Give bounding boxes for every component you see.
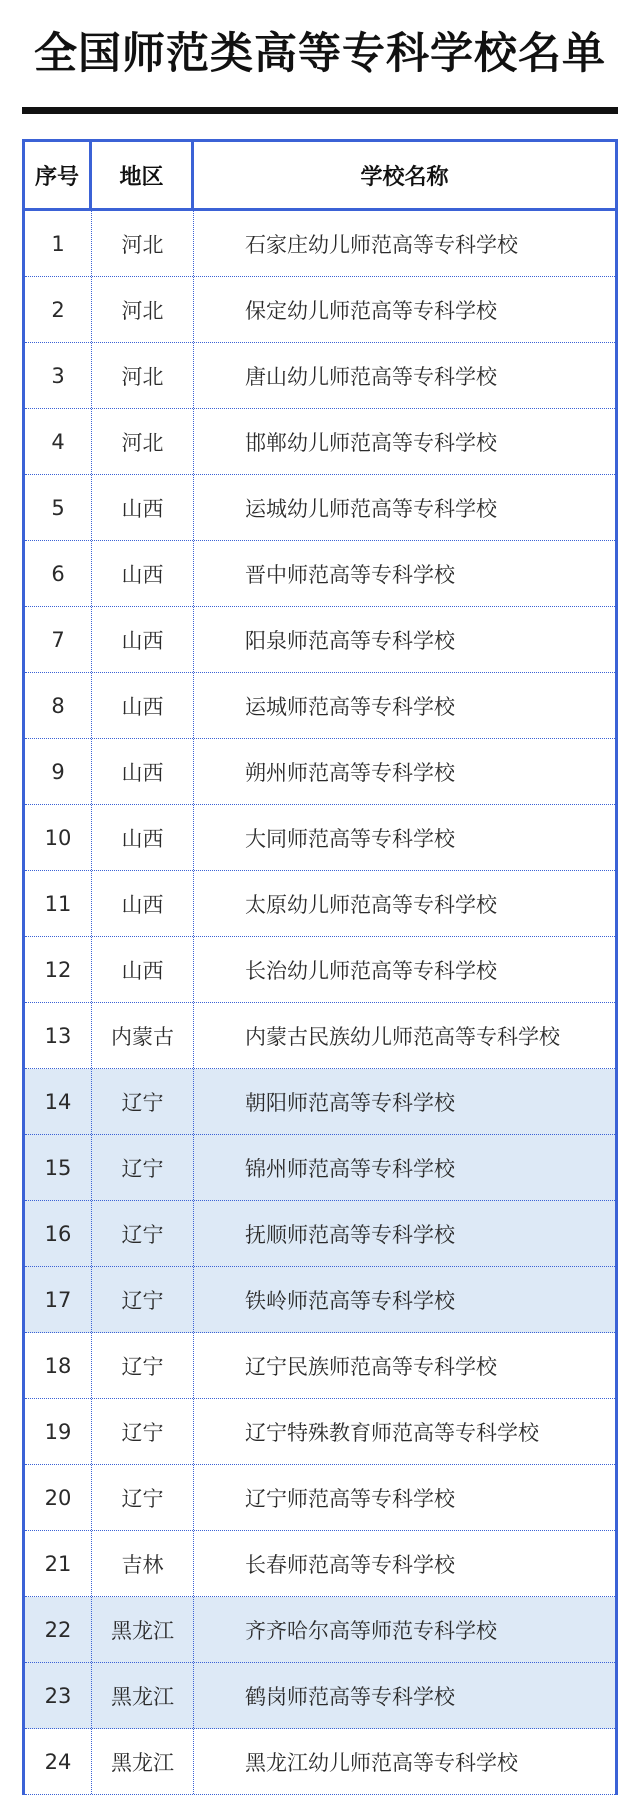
row-region: 山西 bbox=[92, 739, 194, 804]
row-school-name: 鹤岗师范高等专科学校 bbox=[245, 1684, 455, 1709]
row-region: 黑龙江 bbox=[92, 1597, 194, 1662]
row-no: 23 bbox=[25, 1663, 92, 1728]
table-row bbox=[25, 409, 615, 475]
row-no: 1 bbox=[25, 211, 92, 276]
row-no: 20 bbox=[25, 1465, 92, 1530]
row-region: 内蒙古 bbox=[92, 1003, 194, 1068]
row-no: 6 bbox=[25, 541, 92, 606]
row-no: 9 bbox=[25, 739, 92, 804]
table-row bbox=[25, 1597, 615, 1663]
row-region: 山西 bbox=[92, 541, 194, 606]
row-no: 16 bbox=[25, 1201, 92, 1266]
row-no: 14 bbox=[25, 1069, 92, 1134]
page-title: 全国师范类高等专科学校名单 bbox=[34, 29, 606, 79]
row-no: 11 bbox=[25, 871, 92, 936]
row-school-name: 运城幼儿师范高等专科学校 bbox=[245, 496, 497, 521]
row-region: 黑龙江 bbox=[92, 1663, 194, 1728]
table-row bbox=[25, 1069, 615, 1135]
table-row bbox=[25, 1465, 615, 1531]
table-row bbox=[25, 739, 615, 805]
row-region: 河北 bbox=[92, 343, 194, 408]
row-school-name: 太原幼儿师范高等专科学校 bbox=[245, 892, 497, 917]
table-row bbox=[25, 673, 615, 739]
row-school-name: 保定幼儿师范高等专科学校 bbox=[245, 298, 497, 323]
row-region: 辽宁 bbox=[92, 1399, 194, 1464]
row-school-name: 晋中师范高等专科学校 bbox=[245, 562, 455, 587]
row-no: 22 bbox=[25, 1597, 92, 1662]
row-school-name: 石家庄幼儿师范高等专科学校 bbox=[245, 232, 518, 257]
row-no: 7 bbox=[25, 607, 92, 672]
table-row bbox=[25, 937, 615, 1003]
row-school-name: 辽宁特殊教育师范高等专科学校 bbox=[245, 1420, 539, 1445]
row-school-name: 邯郸幼儿师范高等专科学校 bbox=[245, 430, 497, 455]
row-school-name: 抚顺师范高等专科学校 bbox=[245, 1222, 455, 1247]
header-region: 地区 bbox=[92, 142, 194, 208]
row-no: 8 bbox=[25, 673, 92, 738]
row-school-name: 朝阳师范高等专科学校 bbox=[245, 1090, 455, 1115]
row-region: 河北 bbox=[92, 277, 194, 342]
row-region: 山西 bbox=[92, 871, 194, 936]
row-school-name: 黑龙江幼儿师范高等专科学校 bbox=[245, 1750, 518, 1775]
header-name: 学校名称 bbox=[360, 164, 449, 190]
table-row bbox=[25, 1531, 615, 1597]
row-school-name: 长春师范高等专科学校 bbox=[245, 1552, 455, 1577]
table-row bbox=[25, 1333, 615, 1399]
row-region: 辽宁 bbox=[92, 1201, 194, 1266]
row-region: 山西 bbox=[92, 475, 194, 540]
school-table bbox=[22, 139, 618, 1795]
row-school-name: 齐齐哈尔高等师范专科学校 bbox=[245, 1618, 497, 1643]
row-region: 辽宁 bbox=[92, 1069, 194, 1134]
table-row bbox=[25, 871, 615, 937]
table-row bbox=[25, 541, 615, 607]
row-school-name: 大同师范高等专科学校 bbox=[245, 826, 455, 851]
row-no: 5 bbox=[25, 475, 92, 540]
table-row bbox=[25, 805, 615, 871]
row-school-name: 长治幼儿师范高等专科学校 bbox=[245, 958, 497, 983]
row-no: 4 bbox=[25, 409, 92, 474]
table-row bbox=[25, 475, 615, 541]
table-row bbox=[25, 1135, 615, 1201]
table-row bbox=[25, 1267, 615, 1333]
title-divider bbox=[22, 107, 618, 114]
header-no: 序号 bbox=[25, 142, 92, 208]
row-region: 山西 bbox=[92, 937, 194, 1002]
table-row bbox=[25, 211, 615, 277]
row-school-name: 内蒙古民族幼儿师范高等专科学校 bbox=[245, 1024, 560, 1049]
row-school-name: 铁岭师范高等专科学校 bbox=[245, 1288, 455, 1313]
row-no: 15 bbox=[25, 1135, 92, 1200]
row-region: 河北 bbox=[92, 211, 194, 276]
row-region: 辽宁 bbox=[92, 1465, 194, 1530]
row-school-name: 唐山幼儿师范高等专科学校 bbox=[245, 364, 497, 389]
row-region: 辽宁 bbox=[92, 1135, 194, 1200]
table-row bbox=[25, 1003, 615, 1069]
table-row bbox=[25, 1399, 615, 1465]
row-no: 2 bbox=[25, 277, 92, 342]
table-row bbox=[25, 343, 615, 409]
table-row bbox=[25, 1201, 615, 1267]
row-school-name: 锦州师范高等专科学校 bbox=[245, 1156, 455, 1181]
row-no: 18 bbox=[25, 1333, 92, 1398]
row-region: 山西 bbox=[92, 673, 194, 738]
row-no: 17 bbox=[25, 1267, 92, 1332]
table-row bbox=[25, 1663, 615, 1729]
table-header-row bbox=[25, 142, 615, 211]
row-school-name: 辽宁民族师范高等专科学校 bbox=[245, 1354, 497, 1379]
row-region: 河北 bbox=[92, 409, 194, 474]
row-no: 10 bbox=[25, 805, 92, 870]
row-no: 21 bbox=[25, 1531, 92, 1596]
table-body bbox=[25, 211, 615, 1795]
row-no: 13 bbox=[25, 1003, 92, 1068]
row-no: 24 bbox=[25, 1729, 92, 1794]
row-no: 12 bbox=[25, 937, 92, 1002]
row-region: 山西 bbox=[92, 607, 194, 672]
row-no: 3 bbox=[25, 343, 92, 408]
table-row bbox=[25, 1729, 615, 1795]
row-region: 吉林 bbox=[92, 1531, 194, 1596]
row-region: 山西 bbox=[92, 805, 194, 870]
row-school-name: 阳泉师范高等专科学校 bbox=[245, 628, 455, 653]
row-region: 辽宁 bbox=[92, 1267, 194, 1332]
row-school-name: 朔州师范高等专科学校 bbox=[245, 760, 455, 785]
row-school-name: 辽宁师范高等专科学校 bbox=[245, 1486, 455, 1511]
row-school-name: 运城师范高等专科学校 bbox=[245, 694, 455, 719]
table-row bbox=[25, 607, 615, 673]
row-region: 辽宁 bbox=[92, 1333, 194, 1398]
row-no: 19 bbox=[25, 1399, 92, 1464]
table-row bbox=[25, 277, 615, 343]
row-region: 黑龙江 bbox=[92, 1729, 194, 1794]
